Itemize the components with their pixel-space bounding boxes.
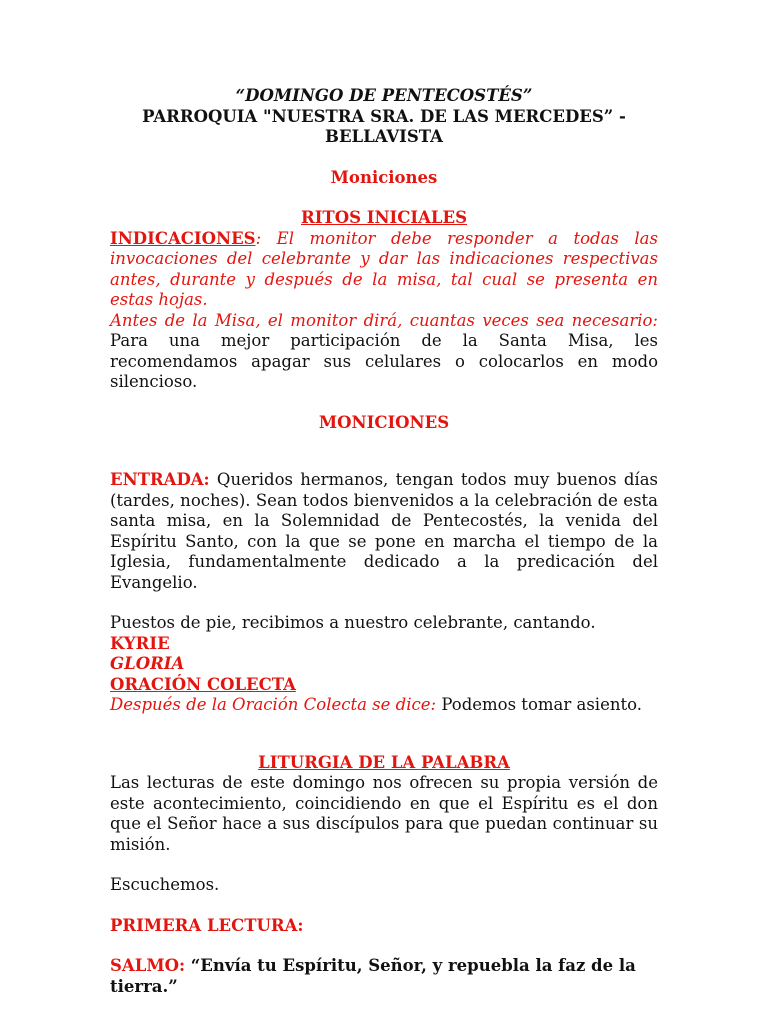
puestos-text: Puestos de pie, recibimos a nuestro celebrante, cantando. bbox=[110, 613, 596, 632]
indicaciones-paragraph bbox=[110, 229, 658, 311]
document-title: “DOMINGO DE PENTECOSTÉS” bbox=[235, 86, 533, 105]
section-subtitle: Moniciones bbox=[330, 167, 438, 187]
kyrie-label: KYRIE bbox=[110, 633, 170, 653]
oracion-colecta-label: ORACIÓN COLECTA bbox=[110, 674, 296, 694]
gloria-label: GLORIA bbox=[110, 654, 185, 673]
liturgia-heading: LITURGIA DE LA PALABRA bbox=[258, 752, 510, 772]
despues-instruction: Después de la Oración Colecta se dice: bbox=[110, 695, 437, 714]
antes-paragraph bbox=[110, 311, 658, 393]
liturgia-intro: Las lecturas de este domingo nos ofrecen su propia versión de este acontecimiento, coincidiendo en que el Espíritu es el don que el Señor hace a sus discípulos para que puedan continuar su misión. bbox=[110, 773, 658, 854]
despues-text: Podemos tomar asiento. bbox=[436, 695, 642, 714]
parish-name: PARROQUIA "NUESTRA SRA. DE LAS MERCEDES” - bbox=[142, 106, 626, 126]
entrada-label: ENTRADA: bbox=[110, 470, 210, 489]
primera-lectura-label: PRIMERA LECTURA: bbox=[110, 915, 304, 935]
salmo-label: SALMO: bbox=[110, 956, 186, 975]
entrada-text: Queridos hermanos, tengan todos muy buenos días (tardes, noches). Sean todos bienvenidos a la celebración de esta santa misa, en la Solemnidad de Pentecostés, la venida del Espíritu Santo, con la que se pone en marcha el tiempo de la Iglesia, fundamentalmente dedicado a la predicación del Evangelio. bbox=[110, 470, 658, 592]
salmo-paragraph bbox=[110, 956, 658, 997]
escuchemos-text: Escuchemos. bbox=[110, 875, 220, 894]
indicaciones-text: : El monitor debe responder a todas las invocaciones del celebrante y dar las indicaciones respectivas antes, durante y después de la misa, tal cual se presenta en estas hojas. bbox=[110, 228, 658, 309]
antes-instruction: Antes de la Misa, el monitor dirá, cuantas veces sea necesario: bbox=[110, 310, 658, 330]
entrada-paragraph bbox=[110, 470, 658, 593]
despues-paragraph bbox=[110, 695, 658, 716]
antes-text: Para una mejor participación de la Santa Misa, les recomendamos apagar sus celulares o colocarlos en modo silencioso. bbox=[110, 331, 658, 391]
parish-location: BELLAVISTA bbox=[325, 127, 443, 146]
salmo-text: “Envía tu Espíritu, Señor, y repuebla la faz de la tierra.” bbox=[110, 956, 636, 996]
indicaciones-label: INDICACIONES bbox=[110, 228, 256, 248]
ritos-heading: RITOS INICIALES bbox=[300, 208, 467, 227]
moniciones-heading: MONICIONES bbox=[318, 412, 450, 432]
